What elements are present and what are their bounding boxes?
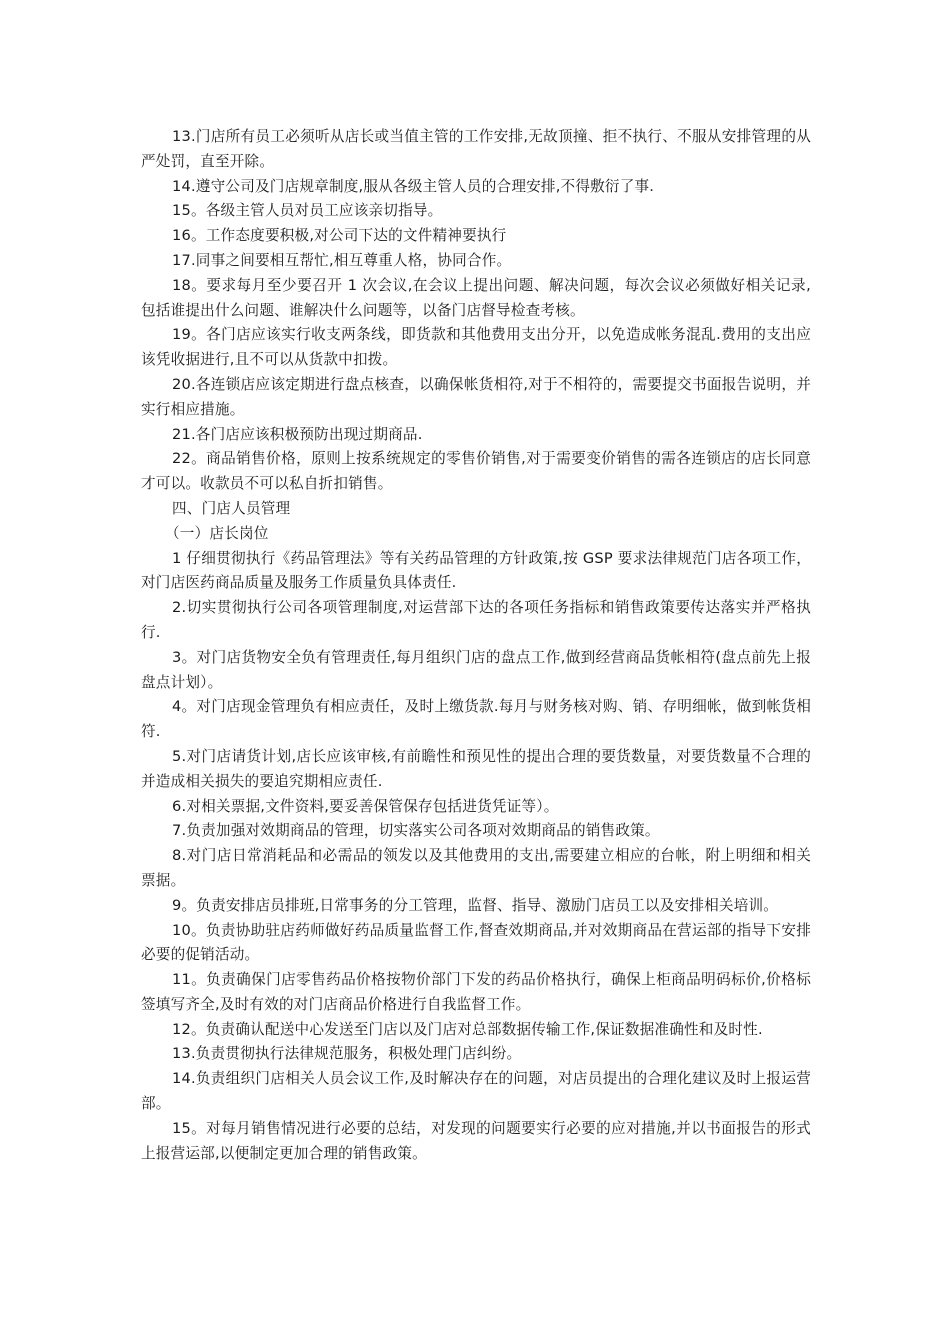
- paragraph-17: 17.同事之间要相互帮忙,相互尊重人格，协同合作。: [172, 251, 512, 269]
- manager-duty-8: 8.对门店日常消耗品和必需品的领发以及其他费用的支出,需要建立相应的台帐，附上明细和相关票据。: [141, 847, 811, 889]
- manager-duty-10: 10。负责协助驻店药师做好药品质量监督工作,督查效期商品,并对效期商品在营运部的指导下安排必要的促销活动。: [141, 921, 811, 964]
- manager-duty-1: 1 仔细贯彻执行《药品管理法》等有关药品管理的方针政策,按 GSP 要求法律规范门店各项工作，对门店医药商品质量及服务工作质量负具体责任.: [141, 549, 811, 592]
- manager-duty-6: 6.对相关票据,文件资料,要妥善保管保存包括进货凭证等）。: [172, 797, 559, 815]
- paragraph-22: 22。商品销售价格，原则上按系统规定的零售价销售,对于需要变价销售的需各连锁店的店长同意才可以。收款员不可以私自折扣销售。: [141, 450, 811, 493]
- manager-duty-4: 4。对门店现金管理负有相应责任，及时上缴货款.每月与财务核对购、销、存明细帐，做到帐货相符.: [141, 698, 811, 741]
- paragraph-13: 13.门店所有员工必须听从店长或当值主管的工作安排,无故顶撞、拒不执行、不服从安排管理的从严处罚，直至开除。: [141, 128, 811, 170]
- manager-duty-3: 3。对门店货物安全负有管理责任,每月组织门店的盘点工作,做到经营商品货帐相符(盘点前先上报盘点计划）。: [141, 648, 811, 691]
- paragraph-15: 15。各级主管人员对员工应该亲切指导。: [172, 202, 443, 220]
- section-heading: 四、门店人员管理: [172, 499, 291, 517]
- paragraph-14: 14.遵守公司及门店规章制度,服从各级主管人员的合理安排,不得敷衍了事.: [172, 177, 655, 195]
- paragraph-16: 16。工作态度要积极,对公司下达的文件精神要执行: [172, 227, 507, 245]
- manager-duty-11: 11。负责确保门店零售药品价格按物价部门下发的药品价格执行，确保上柜商品明码标价,价格标签填写齐全,及时有效的对门店商品价格进行自我监督工作。: [141, 971, 811, 1013]
- manager-duty-2: 2.切实贯彻执行公司各项管理制度,对运营部下达的各项任务指标和销售政策要传达落实并严格执行.: [141, 599, 811, 641]
- paragraph-20: 20.各连锁店应该定期进行盘点核查，以确保帐货相符,对于不相符的，需要提交书面报告说明，并实行相应措施。: [141, 375, 811, 418]
- paragraph-18: 18。要求每月至少要召开 1 次会议,在会议上提出问题、解决问题，每次会议必须做好相关记录,包括谁提出什么问题、谁解决什么问题等，以备门店督导检查考核。: [141, 276, 811, 319]
- manager-duty-13: 13.负责贯彻执行法律规范服务，积极处理门店纠纷。: [172, 1045, 522, 1063]
- manager-duty-9: 9。负责安排店员排班,日常事务的分工管理，监督、指导、激励门店员工以及安排相关培训。: [172, 896, 779, 914]
- paragraph-21: 21.各门店应该积极预防出现过期商品.: [172, 425, 423, 443]
- manager-duty-5: 5.对门店请货计划,店长应该审核,有前瞻性和预见性的提出合理的要货数量，对要货数量不合理的并造成相关损失的要追究期相应责任.: [141, 747, 811, 790]
- manager-duty-15: 15。对每月销售情况进行必要的总结，对发现的问题要实行必要的应对措施,并以书面报告的形式上报营运部,以便制定更加合理的销售政策。: [141, 1119, 811, 1162]
- manager-duty-7: 7.负责加强对效期商品的管理，切实落实公司各项对效期商品的销售政策。: [172, 822, 660, 840]
- manager-duty-12: 12。负责确认配送中心发送至门店以及门店对总部数据传输工作,保证数据准确性和及时性.: [172, 1020, 763, 1038]
- paragraph-19: 19。各门店应该实行收支两条线，即货款和其他费用支出分开，以免造成帐务混乱.费用的支出应该凭收据进行,且不可以从货款中扣拨。: [141, 326, 811, 369]
- manager-duty-14: 14.负责组织门店相关人员会议工作,及时解决存在的问题，对店员提出的合理化建议及时上报运营部。: [141, 1070, 811, 1113]
- subsection-heading: （一）店长岗位: [165, 524, 269, 542]
- document-page: [141, 125, 811, 1166]
